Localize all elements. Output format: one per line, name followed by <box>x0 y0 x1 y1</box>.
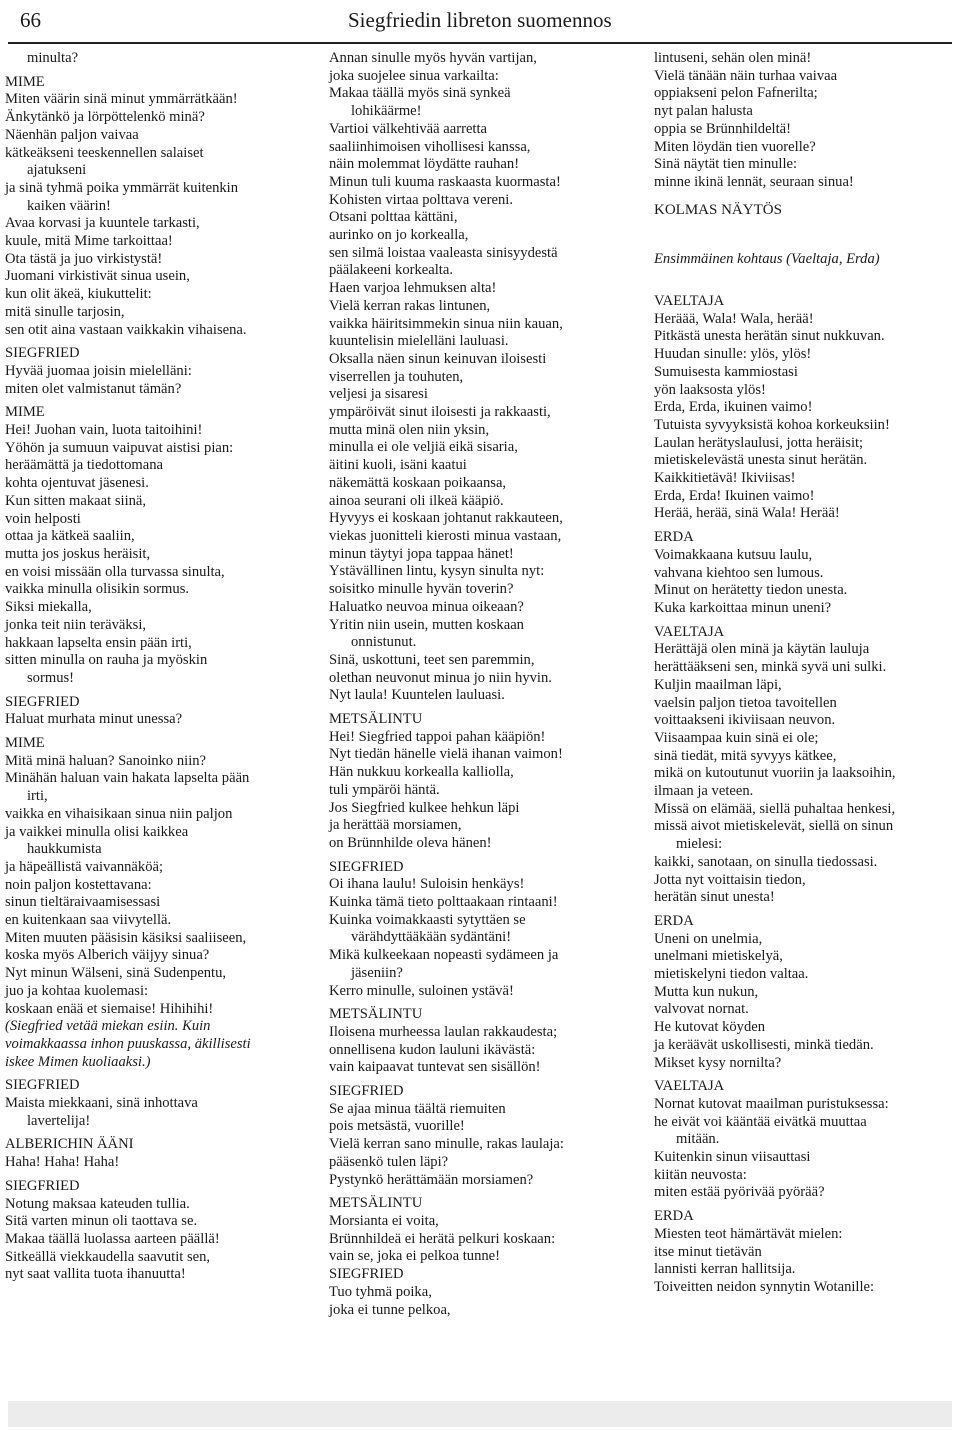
verse-line: kuuntelisin mielelläni lauluasi. <box>329 333 509 350</box>
verse-line: äitini kuoli, isäni kaatui <box>329 457 467 474</box>
verse-line: Kohisten virtaa polttava vereni. <box>329 191 513 208</box>
verse-line: He kutovat köyden <box>654 1019 766 1036</box>
verse-line: missä aivot mietiskelevät, siellä on sinun <box>654 818 894 835</box>
verse-line: soisitko minulle hyvän toverin? <box>329 581 514 598</box>
verse-line: Otsani polttaa kättäni, <box>329 209 458 226</box>
verse-line: Kerro minulle, suloinen ystävä! <box>329 982 514 999</box>
verse-line: Oksalla näen sinun keinuvan iloisesti <box>329 350 547 367</box>
verse-line: Makaa täällä luolassa aarteen päällä! <box>5 1231 220 1247</box>
verse-line: miten olet valmistanut tämän? <box>5 380 182 397</box>
verse-line: vain se, joka ei pelkoa tunne! <box>329 1248 501 1265</box>
verse-line: noin paljon kostettavana: <box>5 876 152 893</box>
speaker-name: MIME <box>5 735 45 752</box>
verse-line: Kuinka voimakkaasti sytyttäen se <box>329 911 526 928</box>
act-heading: KOLMAS NÄYTÖS <box>654 201 782 218</box>
verse-line: ajatukseni <box>27 162 87 179</box>
verse-line: minne ikinä lennät, seuraan sinua! <box>654 173 854 190</box>
footer-bar <box>8 1401 952 1427</box>
text-block <box>5 735 315 1071</box>
verse-line: kiitän neuvosta: <box>654 1166 747 1183</box>
verse-line: ottaa ja kätkeä saaliin, <box>5 528 135 545</box>
verse-line: Vielä tänään näin turhaa vaivaa <box>654 67 838 84</box>
verse-line: Nornat kutovat maailman puristuksessa: <box>654 1095 889 1112</box>
text-block <box>329 1006 639 1077</box>
verse-line: Ota tästä ja juo virkistystä! <box>5 250 163 267</box>
verse-line: vaikka minulla olisikin sormus. <box>5 581 190 598</box>
verse-line: Juomani virkistivät sinua usein, <box>5 268 190 285</box>
verse-line: ja herättää morsiamen, <box>329 817 462 834</box>
verse-line: irti, <box>27 788 48 805</box>
verse-line: haukkumista <box>27 841 102 858</box>
verse-line: Yöhön ja sumuun vaipuvat aistisi pian: <box>5 439 234 456</box>
speaker-name: SIEGFRIED <box>5 1077 80 1094</box>
verse-line: koskaan enää et siemaise! Hihihihi! <box>5 1000 214 1017</box>
verse-line: Kuljin maailman läpi, <box>654 676 782 693</box>
verse-line: pääsenkö tulen läpi? <box>329 1153 449 1170</box>
text-block <box>5 1178 315 1284</box>
text-block <box>654 913 960 1072</box>
verse-line: sen silmä loistaa vaaleasta sinisyydestä <box>329 244 558 261</box>
verse-line: Hän nukkuu korkealla kalliolla, <box>329 764 514 781</box>
text-block <box>329 50 639 705</box>
verse-line: valvovat nornat. <box>654 1001 749 1018</box>
verse-line: Voimakkaana kutsuu laulu, <box>654 546 813 563</box>
speaker-name: SIEGFRIED <box>329 858 404 875</box>
verse-line: Jos Siegfried kulkee hehkun läpi <box>329 799 520 816</box>
verse-line: kaiken väärin! <box>27 197 111 214</box>
verse-line: miten estää pyörivää pyörää? <box>654 1184 825 1201</box>
verse-line: Kun sitten makaat siinä, <box>5 492 147 509</box>
verse-line: lavertelija! <box>27 1112 91 1129</box>
verse-line: Minähän haluan vain hakata lapselta pään <box>5 770 250 787</box>
verse-line: Kaikkitietävä! Ikiviisas! <box>654 470 796 487</box>
verse-line: Se ajaa minua täältä riemuiten <box>329 1100 506 1117</box>
verse-line: Herää, herää, sinä Wala! Herää! <box>654 505 840 522</box>
stage-direction-line: iskee Mimen kuoliaaksi.) <box>5 1053 151 1070</box>
verse-line: lannisti kerran hallitsija. <box>654 1261 796 1278</box>
speaker-name: METSÄLINTU <box>329 1195 423 1212</box>
verse-line: Mikä kulkeekaan nopeasti sydämeen ja <box>329 947 559 964</box>
verse-line: mietiskelevästä unesta sinut herätän. <box>654 452 868 469</box>
verse-line: vain kaipaavat tuntevat sen sisällön! <box>329 1059 541 1076</box>
verse-line: mitään. <box>676 1131 720 1148</box>
verse-line: Uneni on unelmia, <box>654 930 763 947</box>
verse-line: Erda, Erda! Ikuinen vaimo! <box>654 487 815 504</box>
verse-line: Nyt laula! Kuuntelen lauluasi. <box>329 687 505 704</box>
verse-line: Iloisena murheessa laulan rakkaudesta; <box>329 1023 558 1040</box>
verse-line: mietiskelyni tiedon valtaa. <box>654 966 809 983</box>
verse-line: Viisaampaa kuin sinä ei ole; <box>654 729 819 746</box>
verse-line: Hei! Siegfried tappoi pahan kääpiön! <box>329 728 546 745</box>
verse-line: vahvana kiehtoo sen lumous. <box>654 564 824 581</box>
verse-line: kaikki, sanotaan, on sinulla tiedossasi. <box>654 853 878 870</box>
verse-line: heräämättä ja tiedottomana <box>5 457 164 474</box>
verse-line: päälakeeni korkealta. <box>329 262 453 279</box>
text-block <box>5 1136 315 1171</box>
speaker-name: MIME <box>5 404 45 421</box>
verse-line: Nyt minun Wälseni, sinä Sudenpentu, <box>5 965 227 982</box>
text-block <box>654 1208 960 1297</box>
verse-line: itse minut tietävän <box>654 1243 762 1260</box>
verse-line: Minut on herätetty tiedon unesta. <box>654 582 848 599</box>
verse-line: Sinä, uskottuni, teet sen paremmin, <box>329 651 535 668</box>
verse-line: Brünnhildeä ei herätä pelkuri koskaan: <box>329 1230 556 1247</box>
verse-line: hakkaan lapselta ensin pään irti, <box>5 634 192 651</box>
verse-line: aurinko on jo korkealla, <box>329 227 469 244</box>
verse-line: oppia se Brünnhildeltä! <box>654 120 791 137</box>
verse-line: koska myös Alberich väijyy sinua? <box>5 947 210 964</box>
verse-line: Oi ihana laulu! Suloisin henkäys! <box>329 876 525 893</box>
text-block <box>654 624 960 907</box>
verse-line: Toiveitten neidon synnytin Wotanille: <box>654 1279 875 1295</box>
verse-line: Kuka karkoittaa minun uneni? <box>654 599 832 616</box>
speaker-name: ALBERICHIN ÄÄNI <box>5 1136 134 1153</box>
verse-line: Sinä näytät tien minulle: <box>654 156 798 173</box>
text-block <box>5 694 315 729</box>
speaker-name: SIEGFRIED <box>329 1083 404 1100</box>
verse-line: Minun tuli kuuma raskaasta kuormasta! <box>329 173 561 190</box>
verse-line: ja keräävät uskollisesti, minkä tiedän. <box>654 1036 874 1053</box>
verse-line: Haluatko neuvoa minua oikeaan? <box>329 598 524 615</box>
verse-line: minulla ei ole veljiä eikä sisaria, <box>329 439 518 456</box>
verse-line: SIEGFRIED <box>329 1266 404 1283</box>
text-column-1 <box>5 50 315 1290</box>
verse-line: he eivät voi kääntää eivätkä muuttaa <box>654 1113 867 1130</box>
verse-line: pois metsästä, vuorille! <box>329 1118 465 1135</box>
verse-line: Hei! Juohan vain, luota taitoihini! <box>5 422 203 439</box>
verse-line: Vielä kerran rakas lintunen, <box>329 297 491 314</box>
verse-line: Heräää, Wala! Wala, herää! <box>654 310 814 327</box>
speaker-name: METSÄLINTU <box>329 711 423 728</box>
verse-line: Mikset kysy nornilta? <box>654 1054 782 1071</box>
verse-line: Miten löydän tien vuorelle? <box>654 138 816 155</box>
verse-line: en voisi missään olla turvassa sinulta, <box>5 563 225 580</box>
verse-line: onnistunut. <box>351 634 417 651</box>
verse-line: Miten väärin sinä minut ymmärrätkään! <box>5 91 238 108</box>
verse-line: Kuinka tämä tieto polttaakaan rintaani! <box>329 894 558 911</box>
verse-line: Pystynkö herättämään morsiamen? <box>329 1171 534 1188</box>
verse-line: mutta jos joskus heräisit, <box>5 545 151 562</box>
text-block <box>654 1078 960 1202</box>
speaker-name: VAELTAJA <box>654 293 725 310</box>
text-block <box>329 1195 639 1319</box>
verse-line: mikä on kutoutunut vuoriin ja laaksoihin, <box>654 765 896 782</box>
verse-line: Kuitenkin sinun viisauttasi <box>654 1149 811 1166</box>
verse-line: Ystävällinen lintu, kysyn sinulta nyt: <box>329 563 545 580</box>
verse-line: Änkytänkö ja lörpöttelenkö minä? <box>5 109 205 126</box>
text-block <box>5 74 315 340</box>
text-column-2 <box>329 50 639 1325</box>
verse-line: Notung maksaa kateuden tullia. <box>5 1195 190 1212</box>
verse-line: Jotta nyt voittaisin tiedon, <box>654 871 806 888</box>
speaker-name: VAELTAJA <box>654 623 725 640</box>
verse-line: onnellisena kudon lauluni ikävästä: <box>329 1041 536 1058</box>
verse-line: Tuo tyhmä poika, <box>329 1283 432 1300</box>
verse-line: viekas juonitteli kierosti minua vastaan, <box>329 527 562 544</box>
verse-line: Avaa korvasi ja kuuntele tarkasti, <box>5 215 200 232</box>
verse-line: joka ei tunne pelkoa, <box>329 1301 451 1318</box>
verse-line: herättääkseni sen, minkä syvä uni sulki. <box>654 659 887 676</box>
verse-line: jonka teit niin teräväksi, <box>5 616 147 633</box>
verse-line: Erda, Erda, ikuinen vaimo! <box>654 399 813 416</box>
verse-line: Makaa täällä myös sinä synkeä <box>329 85 511 102</box>
text-block <box>654 50 960 192</box>
verse-line: Annan sinulle myös hyvän vartijan, <box>329 50 537 66</box>
verse-line: Hyvää juomaa joisin mielelläni: <box>5 362 192 379</box>
speaker-name: SIEGFRIED <box>5 693 80 710</box>
verse-line: nyt saat vallita tuota ihanuutta! <box>5 1266 186 1283</box>
verse-line: sitten minulla on rauha ja myöskin <box>5 652 208 669</box>
stage-direction-line: (Siegfried vetää miekan esiin. Kuin <box>5 1018 211 1035</box>
verse-line: joka suojelee sinua varkailta: <box>329 67 499 84</box>
page-header <box>8 0 952 44</box>
verse-line: Maista miekkaani, sinä inhottava <box>5 1095 198 1112</box>
page-number: 66 <box>20 8 41 32</box>
verse-line: Laulan herätyslaulusi, jotta heräisit; <box>654 434 864 451</box>
speaker-name: SIEGFRIED <box>5 1177 80 1194</box>
verse-line: sormus! <box>27 669 75 686</box>
verse-line: minun täytyi jopa tappaa hänet! <box>329 545 514 562</box>
verse-line: sinä tiedät, mitä syvyys kätkee, <box>654 747 837 764</box>
verse-line: saaliinhimoisen vihollisesi kanssa, <box>329 138 531 155</box>
verse-line: näkemättä koskaan poikaansa, <box>329 474 507 491</box>
verse-line: Mitä minä haluan? Sanoinko niin? <box>5 752 207 769</box>
verse-line: Näenhän paljon vaivaa <box>5 126 139 143</box>
verse-line: ja häpeällistä vaivannäköä; <box>5 858 164 875</box>
verse-line: ympäröivät sinut iloisesti ja rakkaasti, <box>329 404 551 421</box>
verse-line: Miesten teot hämärtävät mielen: <box>654 1225 843 1242</box>
running-title: Siegfriedin libreton suomennos <box>348 8 612 32</box>
verse-line: lintuseni, sehän olen minä! <box>654 50 812 66</box>
text-block <box>654 293 960 523</box>
verse-line: Haluat murhata minut unessa? <box>5 711 183 728</box>
verse-line: oppiakseni pelon Fafnerilta; <box>654 85 818 102</box>
verse-line: voin helposti <box>5 510 81 527</box>
verse-line: Pitkästä unesta herätän sinut nukkuvan. <box>654 328 885 345</box>
verse-line: Sumuisesta kammiostasi <box>654 363 798 380</box>
verse-line: vaikka en vihaisikaan sinua niin paljon <box>5 805 233 822</box>
speaker-name: ERDA <box>654 529 694 546</box>
text-block <box>5 345 315 398</box>
verse-line: kun olit äkeä, kiukuttelit: <box>5 286 152 303</box>
verse-line: nyt palan halusta <box>654 103 753 120</box>
verse-line: Herättäjä olen minä ja käytän lauluja <box>654 641 870 658</box>
speaker-name: METSÄLINTU <box>329 1006 423 1023</box>
verse-line: Haha! Haha! Haha! <box>5 1154 120 1171</box>
verse-line: ilmaan ja veteen. <box>654 783 754 800</box>
verse-line: yön laaksosta ylös! <box>654 381 766 398</box>
verse-line: mielesi: <box>676 836 723 853</box>
verse-line: Miten muuten pääsisin käsiksi saaliiseen, <box>5 929 247 946</box>
speaker-name: VAELTAJA <box>654 1078 725 1095</box>
verse-line: Sitä varten minun oli taottava se. <box>5 1213 198 1230</box>
verse-line: Morsianta ei voita, <box>329 1213 439 1229</box>
verse-line: ja sinä tyhmä poika ymmärrät kuitenkin <box>5 179 239 196</box>
text-block <box>5 404 315 687</box>
text-block <box>329 1083 639 1189</box>
verse-line: Hyvyys ei koskaan johtanut rakkauteen, <box>329 510 563 527</box>
verse-line: Tutuista syvyyksistä kohoa korkeuksiin! <box>654 416 890 433</box>
text-block <box>5 1077 315 1130</box>
verse-line: Missä on elämää, siellä puhaltaa henkesi, <box>654 800 896 817</box>
verse-line: en kuitenkaan saa viivytellä. <box>5 912 172 929</box>
verse-line: voittaakseni ikiviisaan neuvon. <box>654 712 836 729</box>
text-block <box>654 529 960 618</box>
scene-heading: Ensimmäinen kohtaus (Vaeltaja, Erda) <box>654 251 880 268</box>
verse-line: jäseniin? <box>351 964 403 981</box>
verse-line: vaikka häiritsimmekin sinua niin kauan, <box>329 315 563 332</box>
verse-line: Vartioi välkehtivää aarretta <box>329 120 488 137</box>
verse-line: Haen varjoa lehmuksen alta! <box>329 280 497 297</box>
verse-line: viserrellen ja touhuten, <box>329 368 464 385</box>
verse-line: Mutta kun nukun, <box>654 983 759 1000</box>
verse-line: veljesi ja sisaresi <box>329 386 428 403</box>
verse-line: ainoa seurani oli ilkeä kääpiö. <box>329 492 504 509</box>
verse-line: on Brünnhilde oleva hänen! <box>329 834 492 851</box>
verse-line: lohikäärme! <box>351 103 422 120</box>
speaker-name: SIEGFRIED <box>5 345 80 362</box>
verse-line: mitä sinulle tarjosin, <box>5 303 125 320</box>
speaker-name: MIME <box>5 73 45 90</box>
verse-line: kuule, mitä Mime tarkoittaa! <box>5 233 173 250</box>
verse-line: sinun tieltäraivaamisessasi <box>5 894 161 911</box>
verse-line: Vielä kerran sano minulle, rakas laulaja: <box>329 1136 564 1153</box>
verse-line: värähdyttääkään sydäntäni! <box>351 929 512 946</box>
verse-line: Siksi miekalla, <box>5 599 92 616</box>
speaker-name: ERDA <box>654 1208 694 1225</box>
verse-line: olethan neuvonut minua jo niin hyvin. <box>329 669 552 686</box>
verse-line: tuli ympäröi häntä. <box>329 781 440 798</box>
text-block <box>5 50 315 68</box>
verse-line: kätkeäkseni teeskennellen salaiset <box>5 144 204 161</box>
verse-line: juo ja kohtaa kuolemasi: <box>5 982 149 999</box>
verse-line: Sitkeällä viekkaudella saavutit sen, <box>5 1248 211 1265</box>
verse-line: herätän sinut unesta! <box>654 889 775 906</box>
text-block <box>329 859 639 1001</box>
verse-line: Yritin niin usein, mutten koskaan <box>329 616 524 633</box>
stage-direction-line: voimakkaassa inhon puuskassa, äkillisesti <box>5 1035 251 1052</box>
verse-line: minulta? <box>27 50 79 66</box>
verse-line: sen otit aina vastaan vaikkakin vihaisena. <box>5 321 247 338</box>
speaker-name: ERDA <box>654 912 694 929</box>
verse-line: näin molemmat löydätte rauhan! <box>329 156 520 173</box>
verse-line: Nyt tiedän hänelle vielä ihanan vaimon! <box>329 746 563 763</box>
verse-line: ja vaikkei minulla olisi kaikkea <box>5 823 189 840</box>
verse-line: mutta minä olen niin yksin, <box>329 421 490 438</box>
verse-line: unelmani mietiskelyä, <box>654 948 783 965</box>
text-block <box>329 711 639 853</box>
text-column-3 <box>654 50 960 1303</box>
verse-line: kohta ojentuvat jäsenesi. <box>5 475 149 492</box>
verse-line: vaelsin paljon tietoa tavoitellen <box>654 694 837 711</box>
verse-line: Huudan sinulle: ylös, ylös! <box>654 346 812 363</box>
